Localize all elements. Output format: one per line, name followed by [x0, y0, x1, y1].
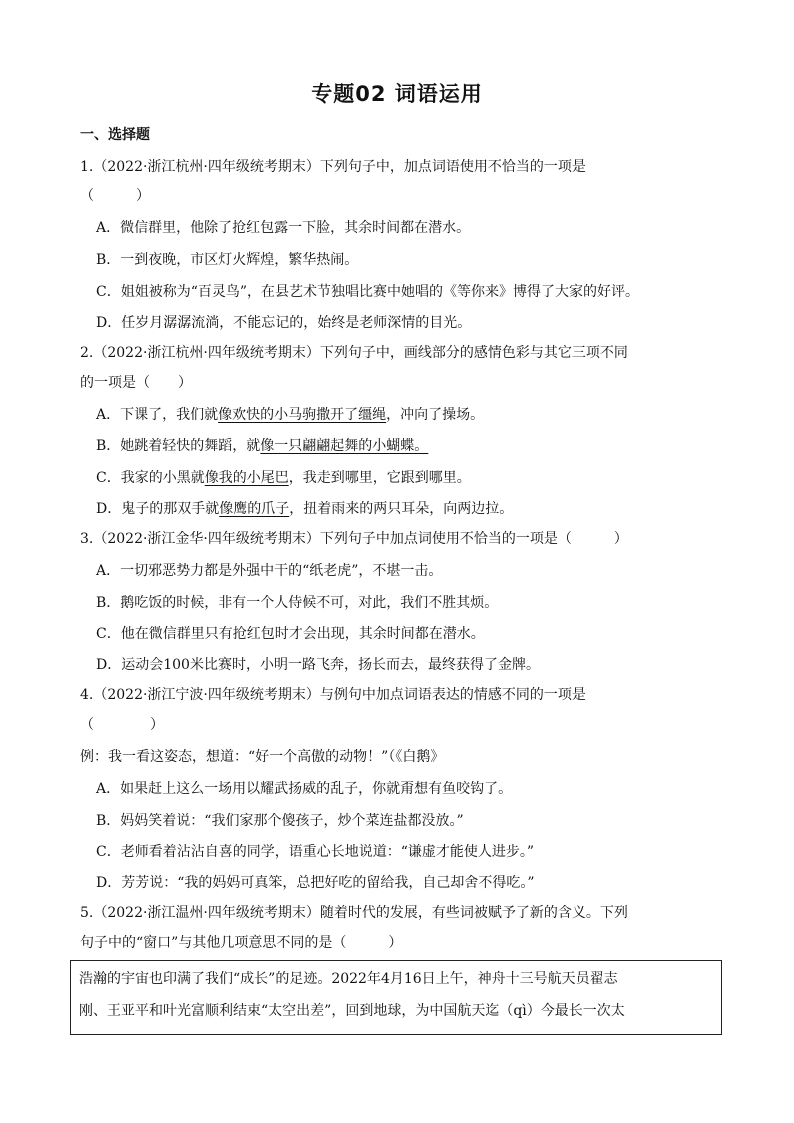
- option-text: ，冲向了操场。: [386, 407, 485, 423]
- page-title: 专题02 词语运用: [311, 82, 483, 106]
- passage-line: 浩瀚的宇宙也印满了我们“成长”的足迹。2022年4月16日上午，神舟十三号航天员翟志: [79, 971, 618, 987]
- underlined-phrase: 像一只翩翩起舞的小蝴蝶。: [260, 438, 429, 454]
- question-5-stem: 5.（2022·浙江温州·四年级统考期末）随着时代的发展，有些词被赋予了新的含义。下列: [80, 905, 628, 921]
- question-3-option-d: D．运动会100米比赛时，小明一路飞奔，扬长而去，最终获得了金牌。: [96, 657, 540, 673]
- question-2-stem-cont: 的一项是（ ）: [80, 375, 192, 391]
- question-1-option-a: A．微信群里，他除了抢红包露一下脸，其余时间都在潜水。: [96, 220, 471, 236]
- option-text: ，我走到哪里，它跟到哪里。: [288, 470, 471, 486]
- question-3-option-c: C．他在微信群里只有抢红包时才会出现，其余时间都在潜水。: [96, 626, 485, 642]
- question-2-option-c: [96, 468, 471, 488]
- question-4-option-b: B．妈妈笑着说：“我们家那个傻孩子，炒个菜连盐都没放。”: [96, 813, 464, 829]
- option-text: B．她跳着轻快的舞蹈，就: [96, 438, 261, 454]
- question-4-option-a: A．如果赶上这么一场用以耀武扬威的乱子，你就甭想有鱼咬钩了。: [96, 781, 513, 797]
- question-1-stem: 1.（2022·浙江杭州·四年级统考期末）下列句子中，加点词语使用不恰当的一项是: [80, 159, 586, 175]
- option-text: D．鬼子的那双手就: [96, 501, 220, 517]
- question-2-stem: 2.（2022·浙江杭州·四年级统考期末）下列句子中，画线部分的感情色彩与其它三项不同: [80, 345, 628, 361]
- question-1-option-b: B．一到夜晚，市区灯火辉煌，繁华热闹。: [96, 252, 359, 268]
- question-3-option-a: A．一切邪恶势力都是外强中干的“纸老虎”，不堪一击。: [96, 563, 443, 579]
- option-text: C．我家的小黑就: [96, 470, 205, 486]
- question-3-stem: 3.（2022·浙江金华·四年级统考期末）下列句子中加点词使用不恰当的一项是（ ）: [80, 531, 628, 547]
- passage-line: 刚、王亚平和叶光富顺利结束“太空出差”，回到地球，为中国航天迄（qì）今最长一次太: [79, 1003, 625, 1019]
- question-4-option-c: C．老师看着沾沾自喜的同学，语重心长地说道：“谦虚才能使人进步。”: [96, 844, 535, 860]
- question-4-answer-blank: （ ）: [80, 717, 164, 733]
- option-text: ，扭着雨来的两只耳朵，向两边拉。: [289, 501, 514, 517]
- question-1-option-d: D．任岁月潺潺流淌，不能忘记的，始终是老师深情的目光。: [96, 315, 472, 331]
- question-2-option-b: [96, 436, 428, 456]
- underlined-phrase: 像我的小尾巴: [204, 470, 289, 486]
- question-4-option-d: D．芳芳说：“我的妈妈可真笨，总把好吃的留给我，自己却舍不得吃。”: [96, 875, 535, 891]
- underlined-phrase: 像鹰的爪子: [219, 501, 290, 517]
- option-text: A．下课了，我们就: [96, 407, 219, 423]
- question-2-option-a: [96, 405, 484, 425]
- question-1-option-c: C．姐姐被称为“百灵鸟”，在县艺术节独唱比赛中她唱的《等你来》博得了大家的好评。: [96, 284, 640, 300]
- question-4-stem: 4.（2022·浙江宁波·四年级统考期末）与例句中加点词语表达的情感不同的一项是: [80, 687, 586, 703]
- reading-passage-box: [70, 960, 722, 1035]
- section-heading: 一、选择题: [80, 127, 150, 143]
- underlined-phrase: 像欢快的小马驹撒开了缰绳: [218, 407, 387, 423]
- question-2-option-d: [96, 499, 513, 519]
- question-3-option-b: B．鹅吃饭的时候，非有一个人侍候不可，对此，我们不胜其烦。: [96, 595, 499, 611]
- question-4-example: 例：我一看这姿态，想道：“好一个高傲的动物！”（《白鹅》: [80, 749, 445, 765]
- question-5-stem-cont: 句子中的“窗口”与其他几项意思不同的是（ ）: [80, 935, 403, 951]
- question-1-answer-blank: （ ）: [80, 188, 150, 204]
